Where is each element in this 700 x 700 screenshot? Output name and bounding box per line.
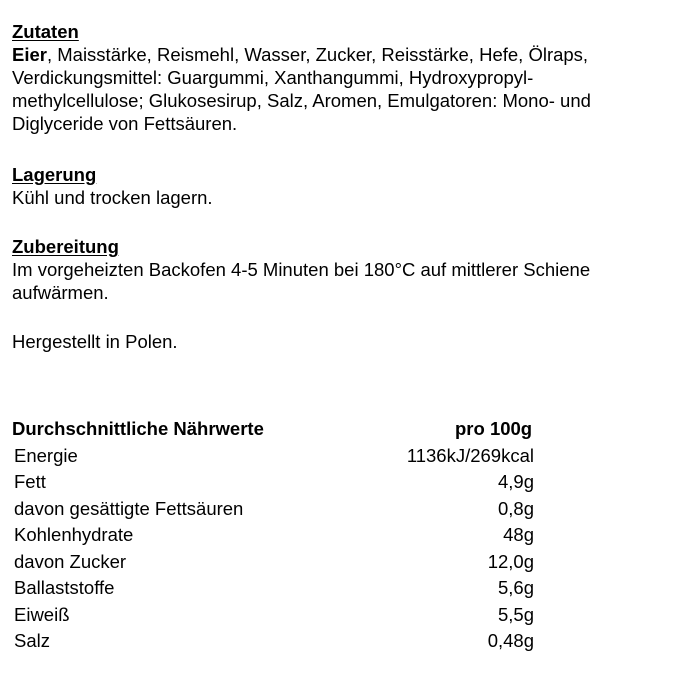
- nutrition-header-label: Durchschnittliche Nährwerte: [12, 418, 264, 439]
- nutrient-name: Kohlenhydrate: [14, 524, 134, 545]
- nutrition-row-fat: [12, 470, 652, 497]
- preparation-text-line2: aufwärmen.: [12, 282, 109, 303]
- nutrient-name: Salz: [14, 630, 50, 651]
- nutrient-value: 12,0g: [487, 550, 534, 572]
- nutrient-name: Ballaststoffe: [14, 577, 115, 598]
- nutrient-name: Fett: [14, 471, 46, 492]
- nutrition-table: [12, 417, 652, 656]
- ingredients-line: [12, 43, 688, 66]
- nutrition-row-energy: [12, 444, 652, 471]
- nutrition-row-salt: [12, 629, 652, 656]
- nutrient-name: Eiweiß: [14, 603, 70, 625]
- origin-text: Hergestellt in Polen.: [12, 331, 178, 352]
- nutrient-value: 4,9g: [497, 471, 534, 492]
- nutrient-value: 5,5g: [497, 603, 534, 625]
- origin-section: [12, 330, 688, 353]
- nutrient-name: davon gesättigte Fettsäuren: [14, 497, 244, 519]
- nutrient-name: Energie: [14, 444, 78, 466]
- nutrition-row-carbohydrates: [12, 523, 652, 550]
- storage-section: [12, 163, 688, 209]
- storage-text: Kühl und trocken lagern.: [12, 187, 213, 208]
- nutrition-row-fiber: [12, 576, 652, 603]
- nutrient-value: 48g: [503, 524, 534, 545]
- nutrition-row-saturated-fat: [12, 497, 652, 524]
- storage-heading: Lagerung: [12, 164, 97, 185]
- ingredients-section: [12, 20, 688, 135]
- nutrition-row-protein: [12, 603, 652, 630]
- preparation-heading: Zubereitung: [12, 236, 119, 257]
- ingredients-line: Verdickungsmittel: Guargummi, Xanthangummi, Hydroxypropyl-: [12, 67, 534, 88]
- ingredients-text: , Maisstärke, Reismehl, Wasser, Zucker, Reisstärke, Hefe, Ölraps,: [46, 44, 589, 65]
- nutrition-row-sugar: [12, 550, 652, 577]
- preparation-section: [12, 235, 688, 304]
- ingredients-heading: Zutaten: [12, 21, 79, 42]
- ingredients-line: Diglyceride von Fettsäuren.: [12, 113, 238, 134]
- nutrient-name: davon Zucker: [14, 550, 127, 572]
- preparation-text-line1: Im vorgeheizten Backofen 4-5 Minuten bei 180°C auf mittlerer Schiene: [12, 259, 591, 280]
- nutrition-header-row: [12, 417, 652, 444]
- nutrient-value: 5,6g: [497, 577, 534, 598]
- nutrient-value: 1136kJ/269kcal: [406, 444, 534, 466]
- nutrient-value: 0,8g: [497, 497, 534, 519]
- nutrition-header-unit: pro 100g: [455, 418, 533, 439]
- nutrient-value: 0,48g: [487, 630, 534, 651]
- ingredients-bold-text: Eier: [12, 44, 47, 65]
- ingredients-line: methylcellulose; Glukosesirup, Salz, Aromen, Emulgatoren: Mono- und: [12, 90, 591, 111]
